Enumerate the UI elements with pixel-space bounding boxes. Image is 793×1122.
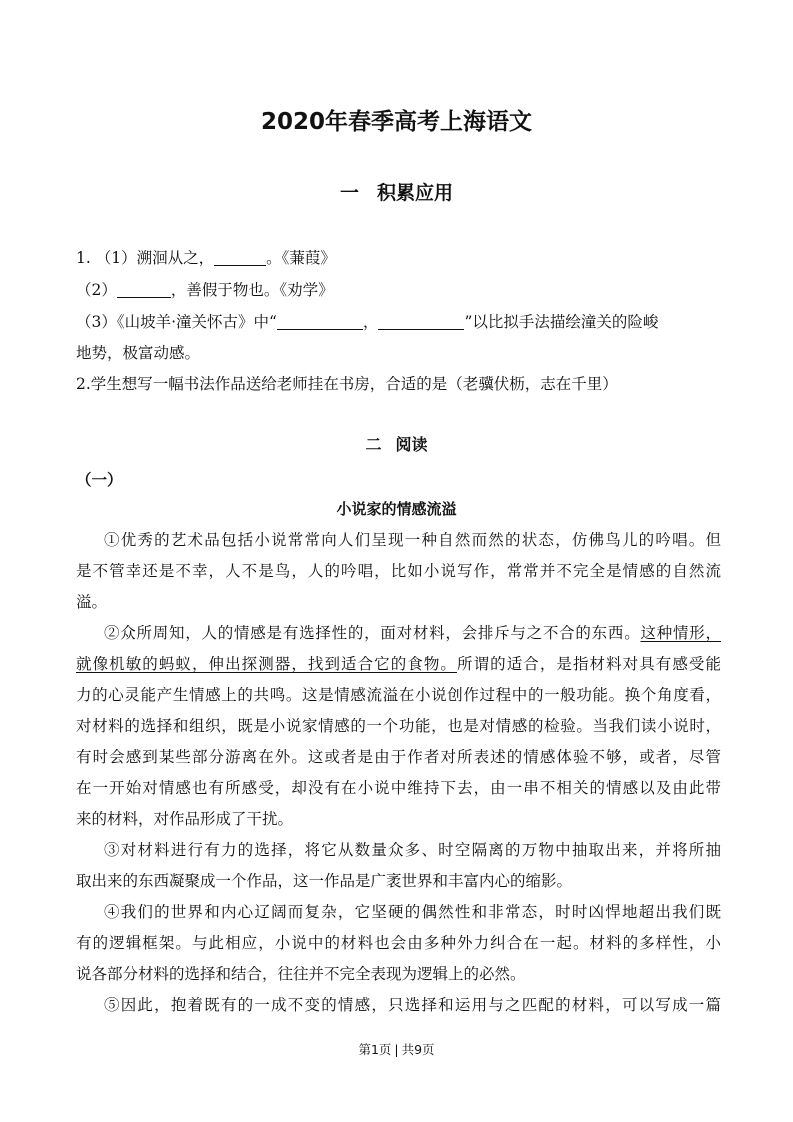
sub-heading: （一） [76,471,123,489]
answer-blank [214,249,266,266]
paragraph-line: 对材料的选择和组织，既是小说家情感的一个功能，也是对情感的检验。当我们读小说时， [76,717,721,735]
paragraph-text: ②众所周知，人的情感是有选择性的，面对材料，会排斥与之不合的东西。 [104,624,641,642]
answer-blank [117,281,171,298]
paragraph-line: 在一开始对情感也有所感受，却没有在小说中维持下去，由一串不相关的情感以及由此带 [76,779,721,797]
answer-blank [378,313,464,330]
section-heading-2 [0,432,793,455]
q1-1-prefix: 1. （1）溯洄从之， [76,249,215,267]
paragraph-line [76,654,721,674]
section-2-name: 阅读 [395,435,428,454]
underlined-text: 这种情形， [640,624,721,642]
paragraph-text: 所谓的适合，是指材料对具有感受能 [457,655,721,673]
q1-3-prefix: （3）《山坡羊·潼关怀古》中“ [76,313,277,331]
paragraph-line: 力的心灵能产生情感上的共鸣。这是情感流溢在小说创作过程中的一般功能。换个角度看， [76,686,721,704]
paragraph-line: ①优秀的艺术品包括小说常常向人们呈现一种自然而然的状态，仿佛鸟儿的吟唱。但 [104,531,721,549]
paragraph-line: 有时会感到某些部分游离在外。这或者是由于作者对所表述的情感体验不够，或者，尽管 [76,748,721,766]
section-1-number: 一 [339,182,359,204]
page-title: 2020年春季高考上海语文 [260,109,532,135]
page-number: 第1页 [358,1042,392,1057]
paragraph-line [104,623,721,643]
page-footer [0,1040,793,1058]
section-1-name: 积累应用 [377,182,454,204]
q1-2-prefix: （2） [76,281,117,299]
q1-1-suffix: 。《蒹葭》 [266,249,336,267]
paragraph-line: ④我们的世界和内心辽阔而复杂，它坚硬的偶然性和非常态，时时凶悍地超出我们既 [104,903,721,921]
section-heading-1 [0,178,793,205]
footer-separator: | [394,1042,399,1057]
article-title: 小说家的情感流溢 [336,500,457,518]
q1-3-mid: ， [362,313,379,331]
question-1-line-3 [76,312,658,332]
question-2: 2.学生想写一幅书法作品送给老师挂在书房，合适的是（老骥伏枥，志在千里） [76,375,618,393]
question-1-line-1 [76,248,336,268]
underlined-text: 就像机敏的蚂蚁，伸出探测器，找到适合它的食物。 [76,655,457,673]
paragraph-line: 有的逻辑框架。与此相应，小说中的材料也会由多种外力纠合在一起。材料的多样性，小 [76,934,721,952]
paragraph-line: ⑤因此，抱着既有的一成不变的情感，只选择和运用与之匹配的材料，可以写成一篇 [104,996,721,1014]
paragraph-line: 是不管幸还是不幸，人不是鸟，人的吟唱，比如小说写作，常常并不完全是情感的自然流 [76,562,721,580]
page-total: 共9页 [401,1042,435,1057]
paragraph-line: 来的材料，对作品形成了干扰。 [76,810,294,828]
paragraph-line: 说各部分材料的选择和结合，往往并不完全表现为逻辑上的必然。 [76,965,526,983]
q1-3-suffix: ”以比拟手法描绘潼关的险峻 [464,313,659,331]
paragraph-line: ③对材料进行有力的选择，将它从数量众多、时空隔离的万物中抽取出来，并将所抽 [104,841,721,859]
q1-2-suffix: ，善假于物也。《劝学》 [170,281,334,299]
answer-blank [277,313,363,330]
section-2-number: 二 [365,435,382,454]
paragraph-line: 溢。 [76,593,108,611]
question-1-line-2 [76,280,334,300]
question-1-line-4: 地势，极富动感。 [76,344,201,362]
paragraph-line: 取出来的东西凝聚成一个作品，这一作品是广袤世界和丰富内心的缩影。 [76,872,573,890]
